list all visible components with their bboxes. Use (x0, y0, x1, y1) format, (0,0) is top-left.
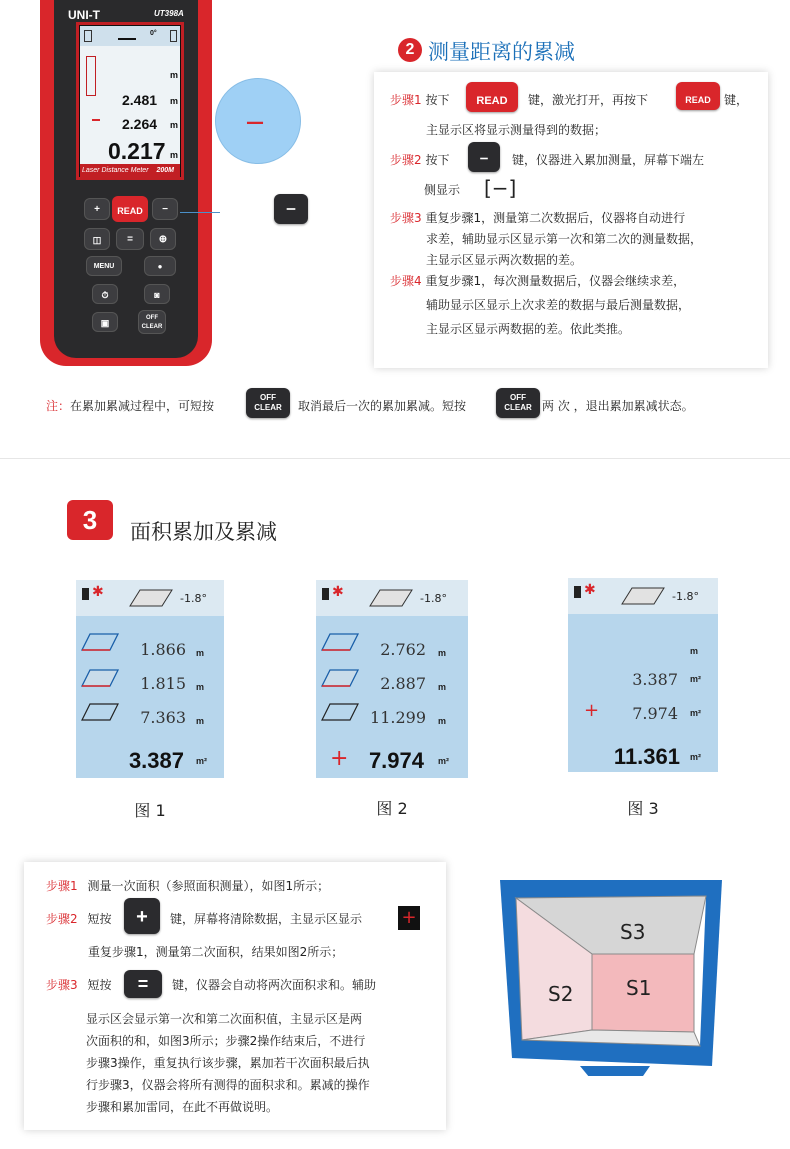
s3-step3-line2: 显示区会显示第一次和第二次面积值，主显示区是两 (86, 1012, 363, 1026)
s2-step4-line2: 辅助显示区显示上次求差的数据与最后测量数据， (426, 298, 691, 312)
minus-key-icon: ⎯ (468, 142, 500, 172)
lcd-main-unit: m (170, 150, 179, 160)
figure3-main-value: 11.361 (613, 744, 680, 769)
figure2-angle: -1.8° (420, 592, 447, 605)
battery-icon (84, 30, 92, 42)
figure2-area-icon-3 (320, 702, 360, 722)
s2-step2-line1b: 键，仪器进入累加测量，屏幕下端左 (512, 153, 705, 167)
device-clear-key[interactable]: OFF CLEAR (138, 310, 166, 334)
section2-badge: 2 (398, 38, 422, 62)
room-label-s3: S3 (620, 920, 646, 944)
figure3-value2: 7.974 (632, 704, 678, 723)
figure1-main-value: 3.387 (128, 748, 184, 773)
laser-icon: ✱ (92, 584, 104, 600)
figure2-unit2: m (438, 682, 447, 692)
note-line-c: 两 次 ，退出累加累减状态。 (542, 399, 694, 413)
s2-step1-line1c: 键， (724, 93, 749, 107)
figure1-unit1: m (196, 648, 205, 658)
s2-step2-line2: 侧显示 (424, 183, 461, 197)
figure3-unit1: m (690, 646, 699, 656)
room-label-s2: S2 (548, 982, 574, 1006)
figure2-area-icon-1 (320, 632, 360, 652)
lcd-status-bar (80, 26, 180, 46)
clear-key-icon-1: OFF CLEAR (246, 388, 290, 418)
s3-step2-line1: 步骤2 短按 (46, 912, 112, 926)
device-menu-key[interactable]: MENU (86, 256, 122, 276)
figure2-unit3: m (438, 716, 447, 726)
area-mode-icon (128, 588, 174, 608)
section3-title: 面积累加及累减 (130, 520, 277, 544)
s2-step4-line1: 步骤4 重复步骤1，每次测量数据后，仪器会继续求差， (390, 274, 686, 288)
figure2-value2: 2.887 (380, 674, 426, 693)
lcd-footer-left: Laser Distance Meter (82, 167, 149, 174)
figure3-value1: 3.387 (632, 670, 678, 689)
battery-icon (82, 588, 89, 600)
model-label: UT398A (154, 9, 184, 18)
lcd-angle: 0° (150, 30, 157, 37)
figure1-main-unit: m² (196, 756, 207, 766)
figure1-unit2: m (196, 682, 205, 692)
plus-key-icon: + (124, 898, 160, 934)
figure1-angle: -1.8° (180, 592, 207, 605)
s2-step3-line1: 步骤3 重复步骤1，测量第二次数据后，仪器将自动进行 (390, 211, 686, 225)
figure3-angle: -1.8° (672, 590, 699, 603)
section-divider (0, 458, 790, 459)
device-target-key[interactable]: ⊕ (150, 228, 176, 250)
section3-badge: 3 (67, 500, 113, 540)
figure2-plus-sign: + (330, 746, 349, 771)
bracket-minus-symbol: [−] (484, 176, 517, 200)
figure2-main-unit: m² (438, 756, 449, 766)
lcd-value-1: 2.481 (122, 92, 158, 108)
s2-step1-line1b: 键，激光打开，再按下 (528, 93, 649, 107)
s2-step1-line1: 步骤1 按下 (390, 93, 450, 107)
device-plus-key[interactable]: + (84, 198, 110, 220)
figure3-plus-sign: + (584, 700, 600, 721)
device-equal-key[interactable]: = (116, 228, 144, 250)
measure-line-icon (86, 56, 96, 96)
figure2-area-icon-2 (320, 668, 360, 688)
s2-step2-line1: 步骤2 按下 (390, 153, 450, 167)
lcd-footer-right: 200M (156, 167, 174, 174)
note-line: 注：在累加累减过程中，可短按 (46, 399, 215, 413)
s3-step3-line1: 步骤3 短按 (46, 978, 112, 992)
figure3-unit2: m² (690, 674, 701, 684)
lcd-unit-2: m (170, 96, 179, 106)
figure2-value1: 2.762 (380, 640, 426, 659)
figure2-caption: 图 2 (376, 799, 408, 818)
s3-step2-line1b: 键，屏幕将清除数据，主显示区显示 (170, 912, 363, 926)
brand-logo: UNI-T (68, 8, 100, 22)
lcd-minus-sign (92, 119, 100, 121)
area-mode-icon (620, 586, 666, 606)
room-label-s1: S1 (626, 976, 652, 1000)
distance-mode-icon (118, 38, 136, 40)
figure1-value3: 7.363 (140, 708, 186, 727)
lcd-unit-3: m (170, 120, 179, 130)
s3-step3-line3: 次面积的和，如图3所示；步骤2操作结束后，不进行 (86, 1034, 366, 1048)
s3-step3-line6: 步骤和累加雷同，在此不再做说明。 (86, 1100, 279, 1114)
device-camera-key[interactable]: ◙ (144, 284, 170, 304)
minus-key-large: ⎯ (274, 194, 308, 224)
lcd-footer (80, 164, 180, 178)
s2-step1-line2: 主显示区将显示测量得到的数据； (426, 123, 607, 137)
zoom-minus-symbol: — (246, 112, 264, 133)
laser-icon: ✱ (584, 582, 596, 598)
figure3-unit3: m² (690, 708, 701, 718)
figure1-area-icon-2 (80, 668, 120, 688)
lcd-unit-1: m (170, 70, 179, 80)
read-key-icon-1: READ (466, 82, 518, 112)
laser-icon: ✱ (332, 584, 344, 600)
device-timer-key[interactable]: ⏱ (92, 284, 118, 304)
figure1-area-icon-1 (80, 632, 120, 652)
device-area-key[interactable]: ◫ (84, 228, 110, 250)
figure1-value2: 1.815 (140, 674, 186, 693)
lcd-value-2: 2.264 (122, 116, 158, 132)
battery-icon (322, 588, 329, 600)
figure2-value3: 11.299 (370, 708, 426, 727)
figure1-value1: 1.866 (140, 640, 186, 659)
reference-icon (170, 30, 177, 42)
area-mode-icon (368, 588, 414, 608)
figure3-main-unit: m² (690, 752, 701, 762)
s2-step3-line3: 主显示区显示两次数据的差。 (426, 253, 583, 267)
figure2-main-value: 7.974 (368, 748, 424, 773)
s2-step3-line2: 求差，辅助显示区显示第一次和第二次的测量数据， (426, 232, 703, 246)
callout-line (180, 212, 220, 213)
figure1-caption: 图 1 (134, 801, 166, 820)
room-area-illustration (500, 880, 722, 1076)
device-bluetooth-key[interactable]: ● (144, 256, 176, 276)
read-key-icon-2: READ (676, 82, 720, 110)
figure2-unit1: m (438, 648, 447, 658)
figure1-area-icon-3 (80, 702, 120, 722)
clear-key-icon-2: OFF CLEAR (496, 388, 540, 418)
s3-step1: 步骤1 测量一次面积（参照面积测量），如图1所示； (46, 879, 330, 893)
device-save-key[interactable]: ▣ (92, 312, 118, 332)
s2-step4-line3: 主显示区显示两数据的差。依此类推。 (426, 322, 631, 336)
s3-step2-line2: 重复步骤1，测量第二次面积，结果如图2所示； (88, 945, 344, 959)
device-read-key[interactable]: READ (112, 196, 148, 222)
section2-title: 测量距离的累减 (428, 40, 575, 64)
s3-step3-line4: 步骤3操作，重复执行该步骤，累加若干次面积最后执 (86, 1056, 370, 1070)
lcd-main-value: 0.217 (108, 138, 166, 164)
equal-key-icon: = (124, 970, 162, 998)
note-line-b: 取消最后一次的累加累减。短按 (298, 399, 467, 413)
plus-display-symbol: + (398, 906, 420, 930)
figure3-caption: 图 3 (627, 799, 659, 818)
device-minus-key[interactable]: − (152, 198, 178, 220)
s3-step3-line5: 行步骤3，仪器会将所有测得的面积求和。累减的操作 (86, 1078, 370, 1092)
s3-step3-line1b: 键，仪器会自动将两次面积求和。辅助 (172, 978, 377, 992)
battery-icon (574, 586, 581, 598)
figure1-unit3: m (196, 716, 205, 726)
